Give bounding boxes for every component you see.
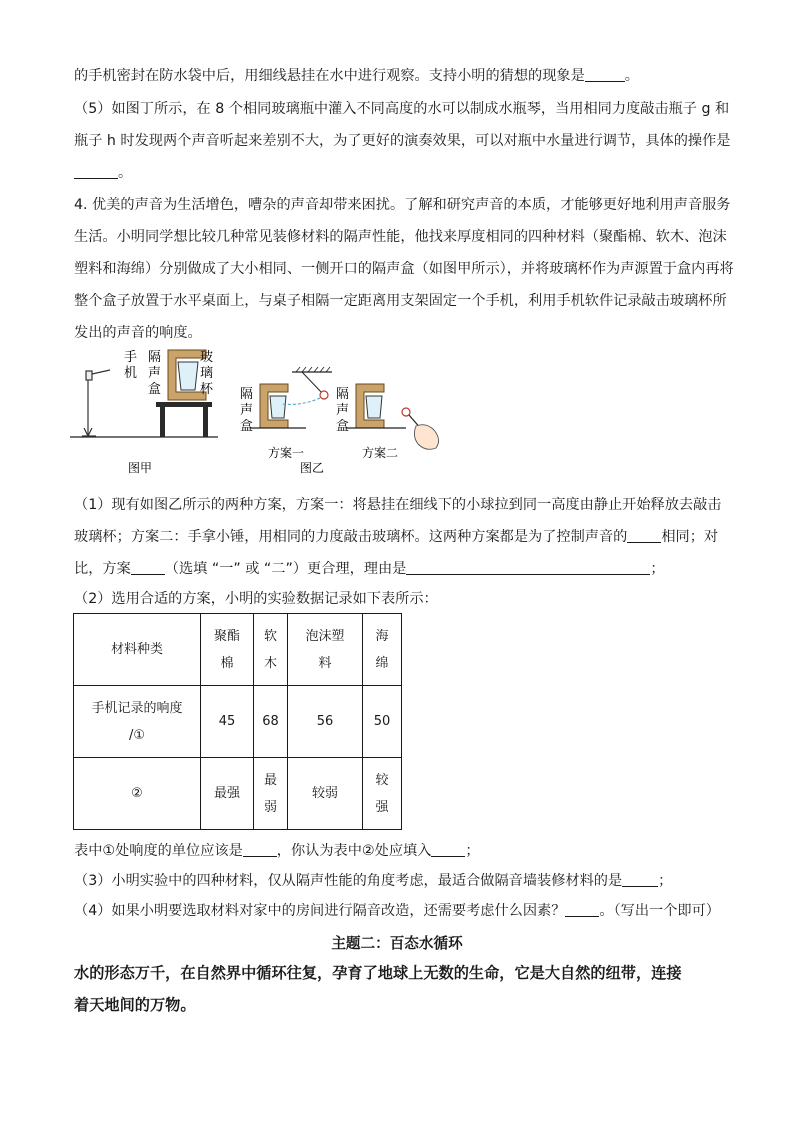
box-label-s1-3: 盒 xyxy=(240,419,254,434)
table-header-cell: 聚酯 棉 xyxy=(201,614,254,686)
table-cell: 45 xyxy=(201,686,254,758)
text-line: 生活。小明同学想比较几种常见装修材料的隔声性能，他找来厚度相同的四种材料（聚酯棉、软木、泡沫 xyxy=(74,229,727,245)
table-header-cell: 软 木 xyxy=(254,614,288,686)
phone-stand xyxy=(82,370,110,436)
question-4: （4）如果小明要选取材料对家中的房间进行隔音改造，还需要考虑什么因素？ 。（写出一个即可） xyxy=(74,903,720,919)
box-label-3: 盒 xyxy=(148,382,162,397)
table-cell: 50 xyxy=(363,686,402,758)
table-row xyxy=(74,686,402,758)
phone-label-1: 手 xyxy=(124,350,138,365)
answer-blank[interactable] xyxy=(406,560,650,575)
table-row xyxy=(74,614,402,686)
answer-blank[interactable] xyxy=(74,164,118,179)
answer-blank[interactable] xyxy=(243,842,277,857)
table-icon xyxy=(156,402,212,437)
scheme2-label: 方案二 xyxy=(362,446,399,460)
section-title: 主题二：百态水循环 xyxy=(331,935,463,952)
text-line: （5）如图丁所示，在 8 个相同玻璃瓶中灌入不同高度的水可以制成水瓶琴，当用相同力度敲击瓶子 g 和 xyxy=(74,101,730,117)
question-1c: 比，方案 （选填 “一” 或 “二”）更合理，理由是 ； xyxy=(74,561,665,577)
box-label-s1-2: 声 xyxy=(240,403,254,418)
table-header-cell: 材料种类 xyxy=(74,614,201,686)
table-header-cell: 海 绵 xyxy=(363,614,402,686)
text-line: 4. 优美的声音为生活增色，嘈杂的声音却带来困扰。了解和研究声音的本质，才能够更好地利用声音服务 xyxy=(74,197,731,213)
table-cell: 最 弱 xyxy=(254,758,288,830)
text-line: 整个盒子放置于水平桌面上，与桌子相隔一定距离用支架固定一个手机，利用手机软件记录敲击玻璃杯所 xyxy=(74,293,727,309)
box-label-1: 隔 xyxy=(148,350,162,365)
hammer-hand-icon xyxy=(402,408,439,449)
box-label-s2-2: 声 xyxy=(336,403,350,418)
data-table xyxy=(73,613,402,830)
cup-label-2: 璃 xyxy=(200,366,214,381)
text-line: 发出的声音的响度。 xyxy=(74,325,202,341)
table-cell: 较 强 xyxy=(363,758,402,830)
answer-blank[interactable] xyxy=(627,528,661,543)
text-line: 瓶子 h 时发现两个声音听起来差别不大，为了更好的演奏效果，可以对瓶中水量进行调节，具体的操作是 xyxy=(74,133,731,149)
caption-yi: 图乙 xyxy=(300,461,325,475)
table-cell: 最强 xyxy=(201,758,254,830)
phone-label-2: 机 xyxy=(124,366,138,381)
text-line: 的手机密封在防水袋中后，用细线悬挂在水中进行观察。支持小明的猜想的现象是 。 xyxy=(74,68,639,84)
table-row-label: 手机记录的响度 /① xyxy=(74,686,201,758)
cup-label-3: 杯 xyxy=(200,382,214,397)
answer-blank[interactable] xyxy=(565,902,599,917)
answer-blank[interactable] xyxy=(585,67,625,82)
answer-blank[interactable] xyxy=(431,842,465,857)
table-row xyxy=(74,758,402,830)
question-3: （3）小明实验中的四种材料，仅从隔声性能的角度考虑，最适合做隔音墙装修材料的是 ； xyxy=(74,873,673,889)
answer-blank[interactable] xyxy=(131,560,165,575)
table-cell: 56 xyxy=(288,686,363,758)
experiment-figure xyxy=(70,344,450,484)
question-2: （2）选用合适的方案，小明的实验数据记录如下表所示： xyxy=(74,591,438,607)
box-label-s2-3: 盒 xyxy=(336,419,350,434)
bold-paragraph-line: 着天地间的万物。 xyxy=(74,996,196,1014)
box-label-s2-1: 隔 xyxy=(336,387,350,402)
question-1b: 玻璃杯；方案二：手拿小锤，用相同的力度敲击玻璃杯。这两种方案都是为了控制声音的 相同；对 xyxy=(74,529,719,545)
caption-jia: 图甲 xyxy=(128,461,153,475)
question-2b: 表中①处响度的单位应该是 ，你认为表中②处应填入 ； xyxy=(74,843,480,859)
box-label-s1-1: 隔 xyxy=(240,387,254,402)
text-line: 。 xyxy=(74,163,132,183)
box-label-2: 声 xyxy=(148,366,162,381)
table-header-cell: 泡沫塑 料 xyxy=(288,614,363,686)
soundproof-box-scheme1 xyxy=(260,384,288,428)
soundproof-box-scheme2 xyxy=(356,384,384,428)
cup-label-1: 玻 xyxy=(200,350,214,365)
table-cell: 较弱 xyxy=(288,758,363,830)
table-cell: 68 xyxy=(254,686,288,758)
text-line: 塑料和海绵）分别做成了大小相同、一侧开口的隔声盒（如图甲所示），并将玻璃杯作为声源置于盒内再将 xyxy=(74,261,734,277)
question-1a: （1）现有如图乙所示的两种方案，方案一：将悬挂在细线下的小球拉到同一高度由静止开始释放去敲击 xyxy=(74,497,722,513)
bold-paragraph-line: 水的形态万千，在自然界中循环往复，孕育了地球上无数的生命，它是大自然的纽带，连接 xyxy=(74,964,682,982)
table-row-label: ② xyxy=(74,758,201,830)
pendulum-icon xyxy=(282,367,332,404)
scheme1-label: 方案一 xyxy=(268,446,305,460)
answer-blank[interactable] xyxy=(622,872,658,887)
